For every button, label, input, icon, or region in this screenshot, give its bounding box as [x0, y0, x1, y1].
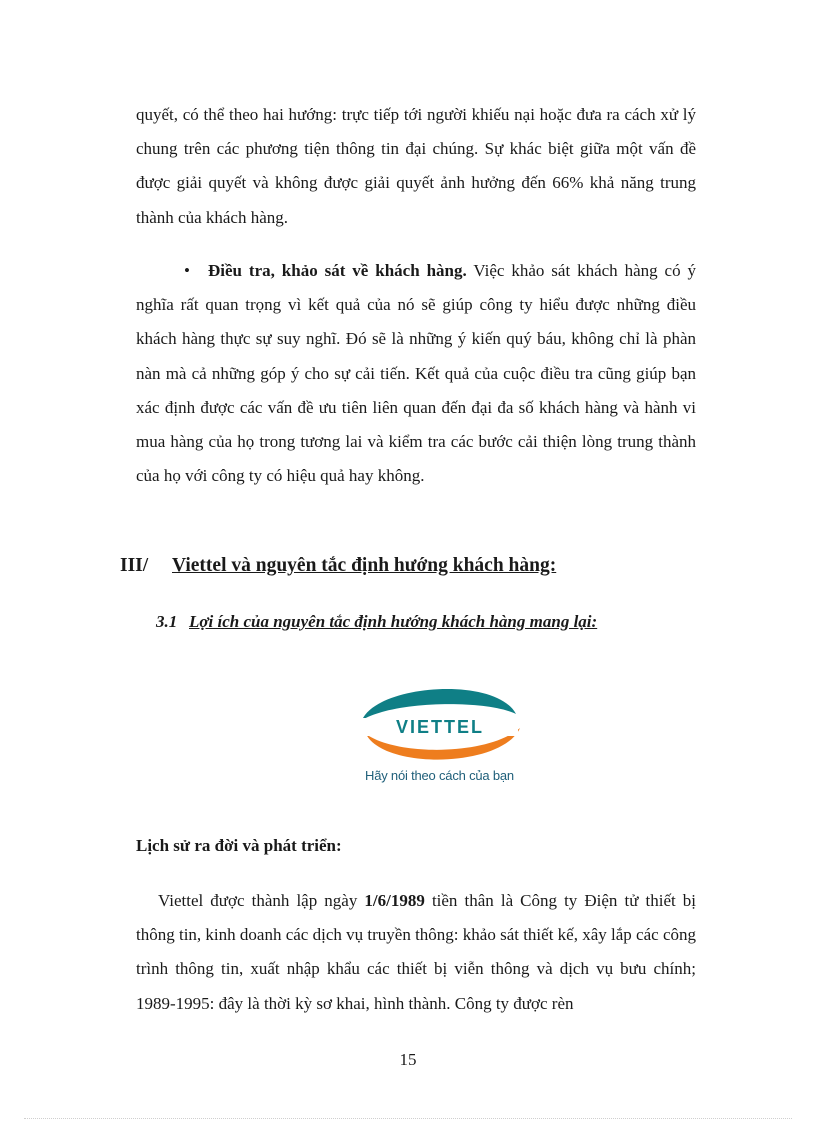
bullet-bold-lead: Điều tra, khảo sát về khách hàng. [208, 261, 467, 280]
paragraph-text: Viettel được thành lập ngày [158, 891, 365, 910]
subsection-heading [156, 612, 597, 632]
page-number: 15 [399, 1050, 417, 1069]
paragraph-text: tiền thân là Công ty Điện tử thiết bị thông tin, kinh doanh các dịch vụ truyền thông: khảo sát thiết kế, xây lắp các công trình thông tin, xuất nhập khẩu các thiết bị viễn thông và dịch vụ bưu chính; 1989-1995: đây là thời kỳ sơ khai, hình thành. Công ty được rèn [136, 891, 696, 1013]
founding-date: 1/6/1989 [364, 891, 425, 910]
paragraph-complaint-handling [136, 98, 696, 235]
paragraph-history [136, 884, 696, 1021]
viettel-logo-mark [356, 680, 526, 768]
viettel-logo [356, 680, 526, 792]
bullet-icon: • [184, 261, 190, 280]
section-heading [120, 555, 556, 577]
history-heading: Lịch sử ra đời và phát triển: [136, 836, 342, 855]
paragraph-text: quyết, có thể theo hai hướng: trực tiếp tới người khiếu nại hoặc đưa ra cách xử lý chung trên các phương tiện thông tin đại chúng. Sự khác biệt giữa một vấn đề được giải quyết và không được giải quyết ảnh hưởng đến 66% khả năng trung thành của khách hàng. [136, 105, 696, 227]
logo-teal-swoosh [362, 689, 516, 720]
paragraph-text: Việc khảo sát khách hàng có ý nghĩa rất quan trọng vì kết quả của nó sẽ giúp công ty hiểu được những điều khách hàng thực sự suy nghĩ. Đó sẽ là những ý kiến quý báu, không chỉ là phàn nàn mà cả những góp ý cho sự cải tiến. Kết quả của cuộc điều tra cũng giúp bạn xác định được các vấn đề ưu tiên liên quan đến đại đa số khách hàng và hành vi mua hàng của họ trong tương lai và kiểm tra các bước cải thiện lòng trung thành của họ với công ty có hiệu quả hay không. [136, 261, 696, 486]
logo-wordmark: VIETTEL [395, 717, 485, 737]
subsection-number: 3.1 [156, 612, 178, 631]
subsection-title: Lợi ích của nguyên tắc định hướng khách hàng mang lại: [189, 612, 598, 631]
section-title: Viettel và nguyên tắc định hướng khách hàng: [172, 555, 557, 576]
page-bottom-divider [24, 1118, 792, 1119]
logo-tagline: Hãy nói theo cách của bạn [365, 768, 514, 783]
paragraph-customer-survey [136, 254, 696, 493]
section-number: III/ [120, 555, 149, 576]
